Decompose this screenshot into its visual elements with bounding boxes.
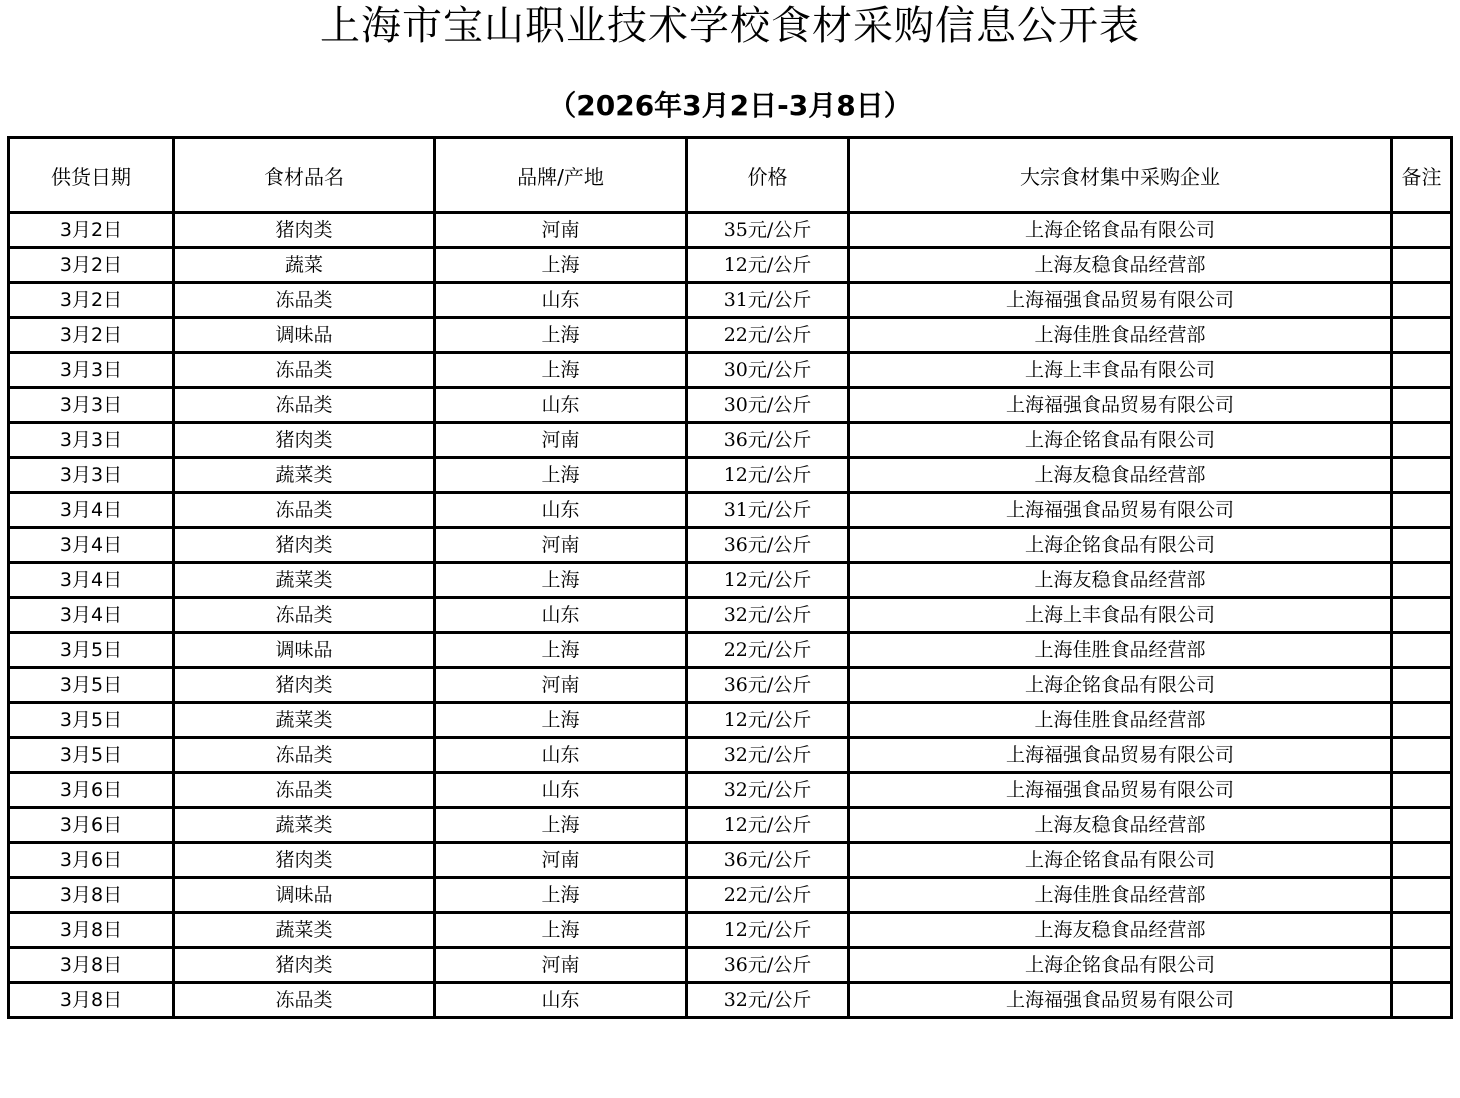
- brand-origin-cell: 山东: [435, 983, 687, 1018]
- table-row: [9, 703, 1452, 738]
- food-name-cell: 蔬菜类: [174, 808, 435, 843]
- price-cell: 36元/公斤: [687, 668, 849, 703]
- brand-origin-cell: 上海: [435, 878, 687, 913]
- remarks-cell: [1392, 843, 1452, 878]
- supplier-cell: 上海福强食品贸易有限公司: [849, 493, 1392, 528]
- supplier-cell: 上海福强食品贸易有限公司: [849, 388, 1392, 423]
- price-cell: 36元/公斤: [687, 948, 849, 983]
- supply-date-cell: 3月4日: [9, 528, 174, 563]
- brand-origin-cell: 山东: [435, 598, 687, 633]
- supply-date-cell: 3月6日: [9, 843, 174, 878]
- table-row: [9, 318, 1452, 353]
- remarks-cell: [1392, 808, 1452, 843]
- table-row: [9, 983, 1452, 1018]
- brand-origin-cell: 河南: [435, 668, 687, 703]
- procurement-table: [7, 136, 1453, 1019]
- brand-origin-cell: 上海: [435, 458, 687, 493]
- supplier-cell: 上海上丰食品有限公司: [849, 353, 1392, 388]
- food-name-cell: 蔬菜类: [174, 458, 435, 493]
- supplier-cell: 上海企铭食品有限公司: [849, 948, 1392, 983]
- food-name-cell: 猪肉类: [174, 668, 435, 703]
- supply-date-cell: 3月4日: [9, 598, 174, 633]
- header-supplier: 大宗食材集中采购企业: [849, 138, 1392, 213]
- food-name-cell: 冻品类: [174, 738, 435, 773]
- brand-origin-cell: 河南: [435, 213, 687, 248]
- price-cell: 30元/公斤: [687, 353, 849, 388]
- brand-origin-cell: 上海: [435, 353, 687, 388]
- supplier-cell: 上海友稳食品经营部: [849, 458, 1392, 493]
- remarks-cell: [1392, 493, 1452, 528]
- table-row: [9, 283, 1452, 318]
- brand-origin-cell: 上海: [435, 913, 687, 948]
- remarks-cell: [1392, 773, 1452, 808]
- remarks-cell: [1392, 388, 1452, 423]
- supply-date-cell: 3月2日: [9, 283, 174, 318]
- remarks-cell: [1392, 283, 1452, 318]
- food-name-cell: 调味品: [174, 633, 435, 668]
- food-name-cell: 猪肉类: [174, 528, 435, 563]
- brand-origin-cell: 上海: [435, 318, 687, 353]
- food-name-cell: 调味品: [174, 878, 435, 913]
- food-name-cell: 冻品类: [174, 388, 435, 423]
- header-food-name: 食材品名: [174, 138, 435, 213]
- food-name-cell: 猪肉类: [174, 213, 435, 248]
- price-cell: 22元/公斤: [687, 878, 849, 913]
- price-cell: 32元/公斤: [687, 598, 849, 633]
- remarks-cell: [1392, 913, 1452, 948]
- food-name-cell: 冻品类: [174, 283, 435, 318]
- supply-date-cell: 3月2日: [9, 248, 174, 283]
- table-row: [9, 878, 1452, 913]
- price-cell: 22元/公斤: [687, 633, 849, 668]
- food-name-cell: 猪肉类: [174, 423, 435, 458]
- supplier-cell: 上海企铭食品有限公司: [849, 423, 1392, 458]
- price-cell: 32元/公斤: [687, 983, 849, 1018]
- table-row: [9, 808, 1452, 843]
- supply-date-cell: 3月2日: [9, 318, 174, 353]
- remarks-cell: [1392, 668, 1452, 703]
- food-name-cell: 冻品类: [174, 773, 435, 808]
- brand-origin-cell: 河南: [435, 948, 687, 983]
- supply-date-cell: 3月5日: [9, 703, 174, 738]
- brand-origin-cell: 上海: [435, 703, 687, 738]
- price-cell: 35元/公斤: [687, 213, 849, 248]
- supply-date-cell: 3月8日: [9, 948, 174, 983]
- remarks-cell: [1392, 528, 1452, 563]
- price-cell: 22元/公斤: [687, 318, 849, 353]
- price-cell: 32元/公斤: [687, 773, 849, 808]
- price-cell: 31元/公斤: [687, 493, 849, 528]
- table-row: [9, 493, 1452, 528]
- price-cell: 12元/公斤: [687, 458, 849, 493]
- remarks-cell: [1392, 633, 1452, 668]
- supplier-cell: 上海福强食品贸易有限公司: [849, 983, 1392, 1018]
- table-row: [9, 773, 1452, 808]
- price-cell: 36元/公斤: [687, 843, 849, 878]
- table-row: [9, 948, 1452, 983]
- brand-origin-cell: 河南: [435, 528, 687, 563]
- supplier-cell: 上海福强食品贸易有限公司: [849, 773, 1392, 808]
- table-row: [9, 423, 1452, 458]
- table-row: [9, 598, 1452, 633]
- table-header-row: [9, 138, 1452, 213]
- supplier-cell: 上海友稳食品经营部: [849, 913, 1392, 948]
- supply-date-cell: 3月8日: [9, 878, 174, 913]
- brand-origin-cell: 山东: [435, 738, 687, 773]
- food-name-cell: 冻品类: [174, 493, 435, 528]
- price-cell: 12元/公斤: [687, 703, 849, 738]
- table-row: [9, 738, 1452, 773]
- price-cell: 36元/公斤: [687, 528, 849, 563]
- table-row: [9, 213, 1452, 248]
- supply-date-cell: 3月3日: [9, 423, 174, 458]
- header-brand-origin: 品牌/产地: [435, 138, 687, 213]
- supply-date-cell: 3月4日: [9, 563, 174, 598]
- header-remarks: 备注: [1392, 138, 1452, 213]
- remarks-cell: [1392, 423, 1452, 458]
- remarks-cell: [1392, 563, 1452, 598]
- table-row: [9, 843, 1452, 878]
- price-cell: 12元/公斤: [687, 913, 849, 948]
- table-row: [9, 563, 1452, 598]
- remarks-cell: [1392, 458, 1452, 493]
- supplier-cell: 上海福强食品贸易有限公司: [849, 738, 1392, 773]
- supply-date-cell: 3月8日: [9, 983, 174, 1018]
- price-cell: 12元/公斤: [687, 563, 849, 598]
- remarks-cell: [1392, 318, 1452, 353]
- brand-origin-cell: 上海: [435, 563, 687, 598]
- table-row: [9, 458, 1452, 493]
- food-name-cell: 冻品类: [174, 983, 435, 1018]
- price-cell: 32元/公斤: [687, 738, 849, 773]
- brand-origin-cell: 河南: [435, 423, 687, 458]
- table-row: [9, 248, 1452, 283]
- supply-date-cell: 3月2日: [9, 213, 174, 248]
- remarks-cell: [1392, 598, 1452, 633]
- food-name-cell: 蔬菜类: [174, 913, 435, 948]
- supplier-cell: 上海友稳食品经营部: [849, 563, 1392, 598]
- remarks-cell: [1392, 213, 1452, 248]
- header-supply-date: 供货日期: [9, 138, 174, 213]
- supplier-cell: 上海友稳食品经营部: [849, 248, 1392, 283]
- supplier-cell: 上海福强食品贸易有限公司: [849, 283, 1392, 318]
- price-cell: 31元/公斤: [687, 283, 849, 318]
- food-name-cell: 猪肉类: [174, 843, 435, 878]
- supplier-cell: 上海佳胜食品经营部: [849, 878, 1392, 913]
- supply-date-cell: 3月6日: [9, 808, 174, 843]
- remarks-cell: [1392, 353, 1452, 388]
- food-name-cell: 调味品: [174, 318, 435, 353]
- supply-date-cell: 3月4日: [9, 493, 174, 528]
- supplier-cell: 上海企铭食品有限公司: [849, 668, 1392, 703]
- brand-origin-cell: 山东: [435, 773, 687, 808]
- food-name-cell: 蔬菜类: [174, 703, 435, 738]
- supplier-cell: 上海企铭食品有限公司: [849, 213, 1392, 248]
- price-cell: 36元/公斤: [687, 423, 849, 458]
- food-name-cell: 蔬菜类: [174, 563, 435, 598]
- supplier-cell: 上海企铭食品有限公司: [849, 528, 1392, 563]
- remarks-cell: [1392, 878, 1452, 913]
- table-row: [9, 528, 1452, 563]
- remarks-cell: [1392, 983, 1452, 1018]
- table-body: [9, 213, 1452, 1018]
- document-title: 上海市宝山职业技术学校食材采购信息公开表: [320, 3, 1140, 49]
- supplier-cell: 上海佳胜食品经营部: [849, 633, 1392, 668]
- food-name-cell: 猪肉类: [174, 948, 435, 983]
- supply-date-cell: 3月5日: [9, 668, 174, 703]
- brand-origin-cell: 上海: [435, 633, 687, 668]
- supplier-cell: 上海佳胜食品经营部: [849, 703, 1392, 738]
- food-name-cell: 冻品类: [174, 353, 435, 388]
- table-row: [9, 633, 1452, 668]
- supplier-cell: 上海友稳食品经营部: [849, 808, 1392, 843]
- supply-date-cell: 3月3日: [9, 353, 174, 388]
- supplier-cell: 上海企铭食品有限公司: [849, 843, 1392, 878]
- supplier-cell: 上海佳胜食品经营部: [849, 318, 1392, 353]
- brand-origin-cell: 上海: [435, 808, 687, 843]
- food-name-cell: 蔬菜: [174, 248, 435, 283]
- price-cell: 12元/公斤: [687, 248, 849, 283]
- remarks-cell: [1392, 948, 1452, 983]
- supplier-cell: 上海上丰食品有限公司: [849, 598, 1392, 633]
- food-name-cell: 冻品类: [174, 598, 435, 633]
- supply-date-cell: 3月3日: [9, 458, 174, 493]
- brand-origin-cell: 山东: [435, 388, 687, 423]
- price-cell: 30元/公斤: [687, 388, 849, 423]
- supply-date-cell: 3月3日: [9, 388, 174, 423]
- brand-origin-cell: 山东: [435, 493, 687, 528]
- header-price: 价格: [687, 138, 849, 213]
- date-range-subtitle: （2026年3月2日-3月8日）: [548, 89, 912, 122]
- supply-date-cell: 3月8日: [9, 913, 174, 948]
- table-row: [9, 668, 1452, 703]
- remarks-cell: [1392, 248, 1452, 283]
- remarks-cell: [1392, 738, 1452, 773]
- supply-date-cell: 3月5日: [9, 738, 174, 773]
- table-row: [9, 353, 1452, 388]
- brand-origin-cell: 上海: [435, 248, 687, 283]
- price-cell: 12元/公斤: [687, 808, 849, 843]
- remarks-cell: [1392, 703, 1452, 738]
- table-row: [9, 388, 1452, 423]
- brand-origin-cell: 河南: [435, 843, 687, 878]
- supply-date-cell: 3月5日: [9, 633, 174, 668]
- brand-origin-cell: 山东: [435, 283, 687, 318]
- table-row: [9, 913, 1452, 948]
- supply-date-cell: 3月6日: [9, 773, 174, 808]
